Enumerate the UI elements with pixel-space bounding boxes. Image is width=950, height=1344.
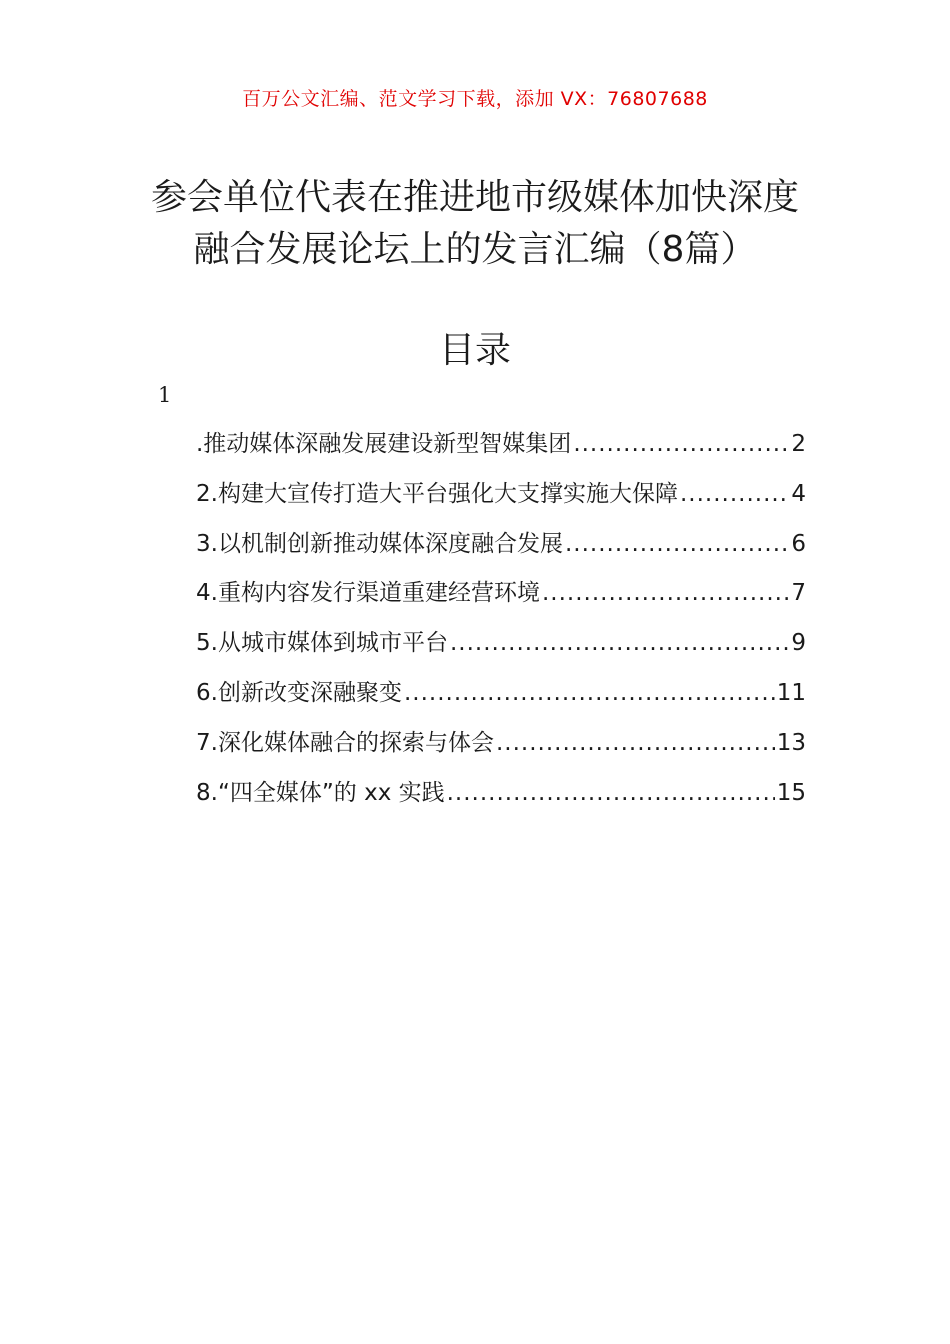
toc-entry-label: 2.构建大宣传打造大平台强化大支撑实施大保障	[196, 480, 678, 507]
toc-heading: 目录	[438, 330, 511, 371]
toc-entry-label: 4.重构内容发行渠道重建经营环境	[196, 580, 540, 607]
document-title-line-1: 参会单位代表在推进地市级媒体加快深度	[150, 177, 799, 218]
toc-entry-label: 5.从城市媒体到城市平台	[196, 630, 448, 657]
stray-number: 1	[158, 383, 172, 407]
toc-entry-3[interactable]	[196, 525, 806, 575]
toc-entry-4[interactable]	[196, 574, 806, 624]
toc-entry-2[interactable]	[196, 475, 806, 525]
toc-entry-5[interactable]	[196, 624, 806, 674]
toc-entry-label: 3.以机制创新推动媒体深度融合发展	[196, 530, 563, 557]
toc-entry-label: .推动媒体深融发展建设新型智媒集团	[196, 431, 572, 457]
toc-entry-page: 2	[791, 431, 806, 457]
toc-dot-leader	[496, 730, 775, 756]
toc-entry-page: 13	[776, 729, 806, 756]
toc-entry-page: 9	[791, 630, 806, 657]
toc-entry-label: 6.创新改变深融聚变	[196, 679, 402, 706]
header-note: 百万公文汇编、范文学习下载，添加 VX：76807688	[242, 88, 708, 110]
toc-dot-leader	[447, 780, 775, 806]
document-title	[0, 172, 950, 276]
toc-dot-leader	[565, 531, 789, 557]
toc-dot-leader	[450, 630, 789, 656]
toc-entry-label: 7.深化媒体融合的探索与体会	[196, 729, 494, 756]
toc-dot-leader	[404, 680, 775, 706]
toc-entry-page: 6	[791, 530, 806, 557]
toc-entry-label: 8.“四全媒体”的 xx 实践	[196, 779, 445, 806]
toc-dot-leader	[542, 580, 789, 606]
toc-dot-leader	[573, 431, 789, 457]
toc-entry-7[interactable]	[196, 724, 806, 774]
toc-entry-8[interactable]	[196, 774, 806, 824]
toc-entry-page: 15	[776, 779, 806, 806]
toc-entry-6[interactable]	[196, 674, 806, 724]
document-title-line-2: 融合发展论坛上的发言汇编（8篇）	[193, 229, 757, 270]
toc-entry-1[interactable]	[196, 425, 806, 475]
toc-entry-page: 7	[791, 580, 806, 607]
toc-dot-leader	[680, 481, 789, 507]
toc-entry-page: 4	[791, 480, 806, 507]
toc-entry-page: 11	[776, 679, 806, 706]
table-of-contents	[196, 425, 806, 823]
